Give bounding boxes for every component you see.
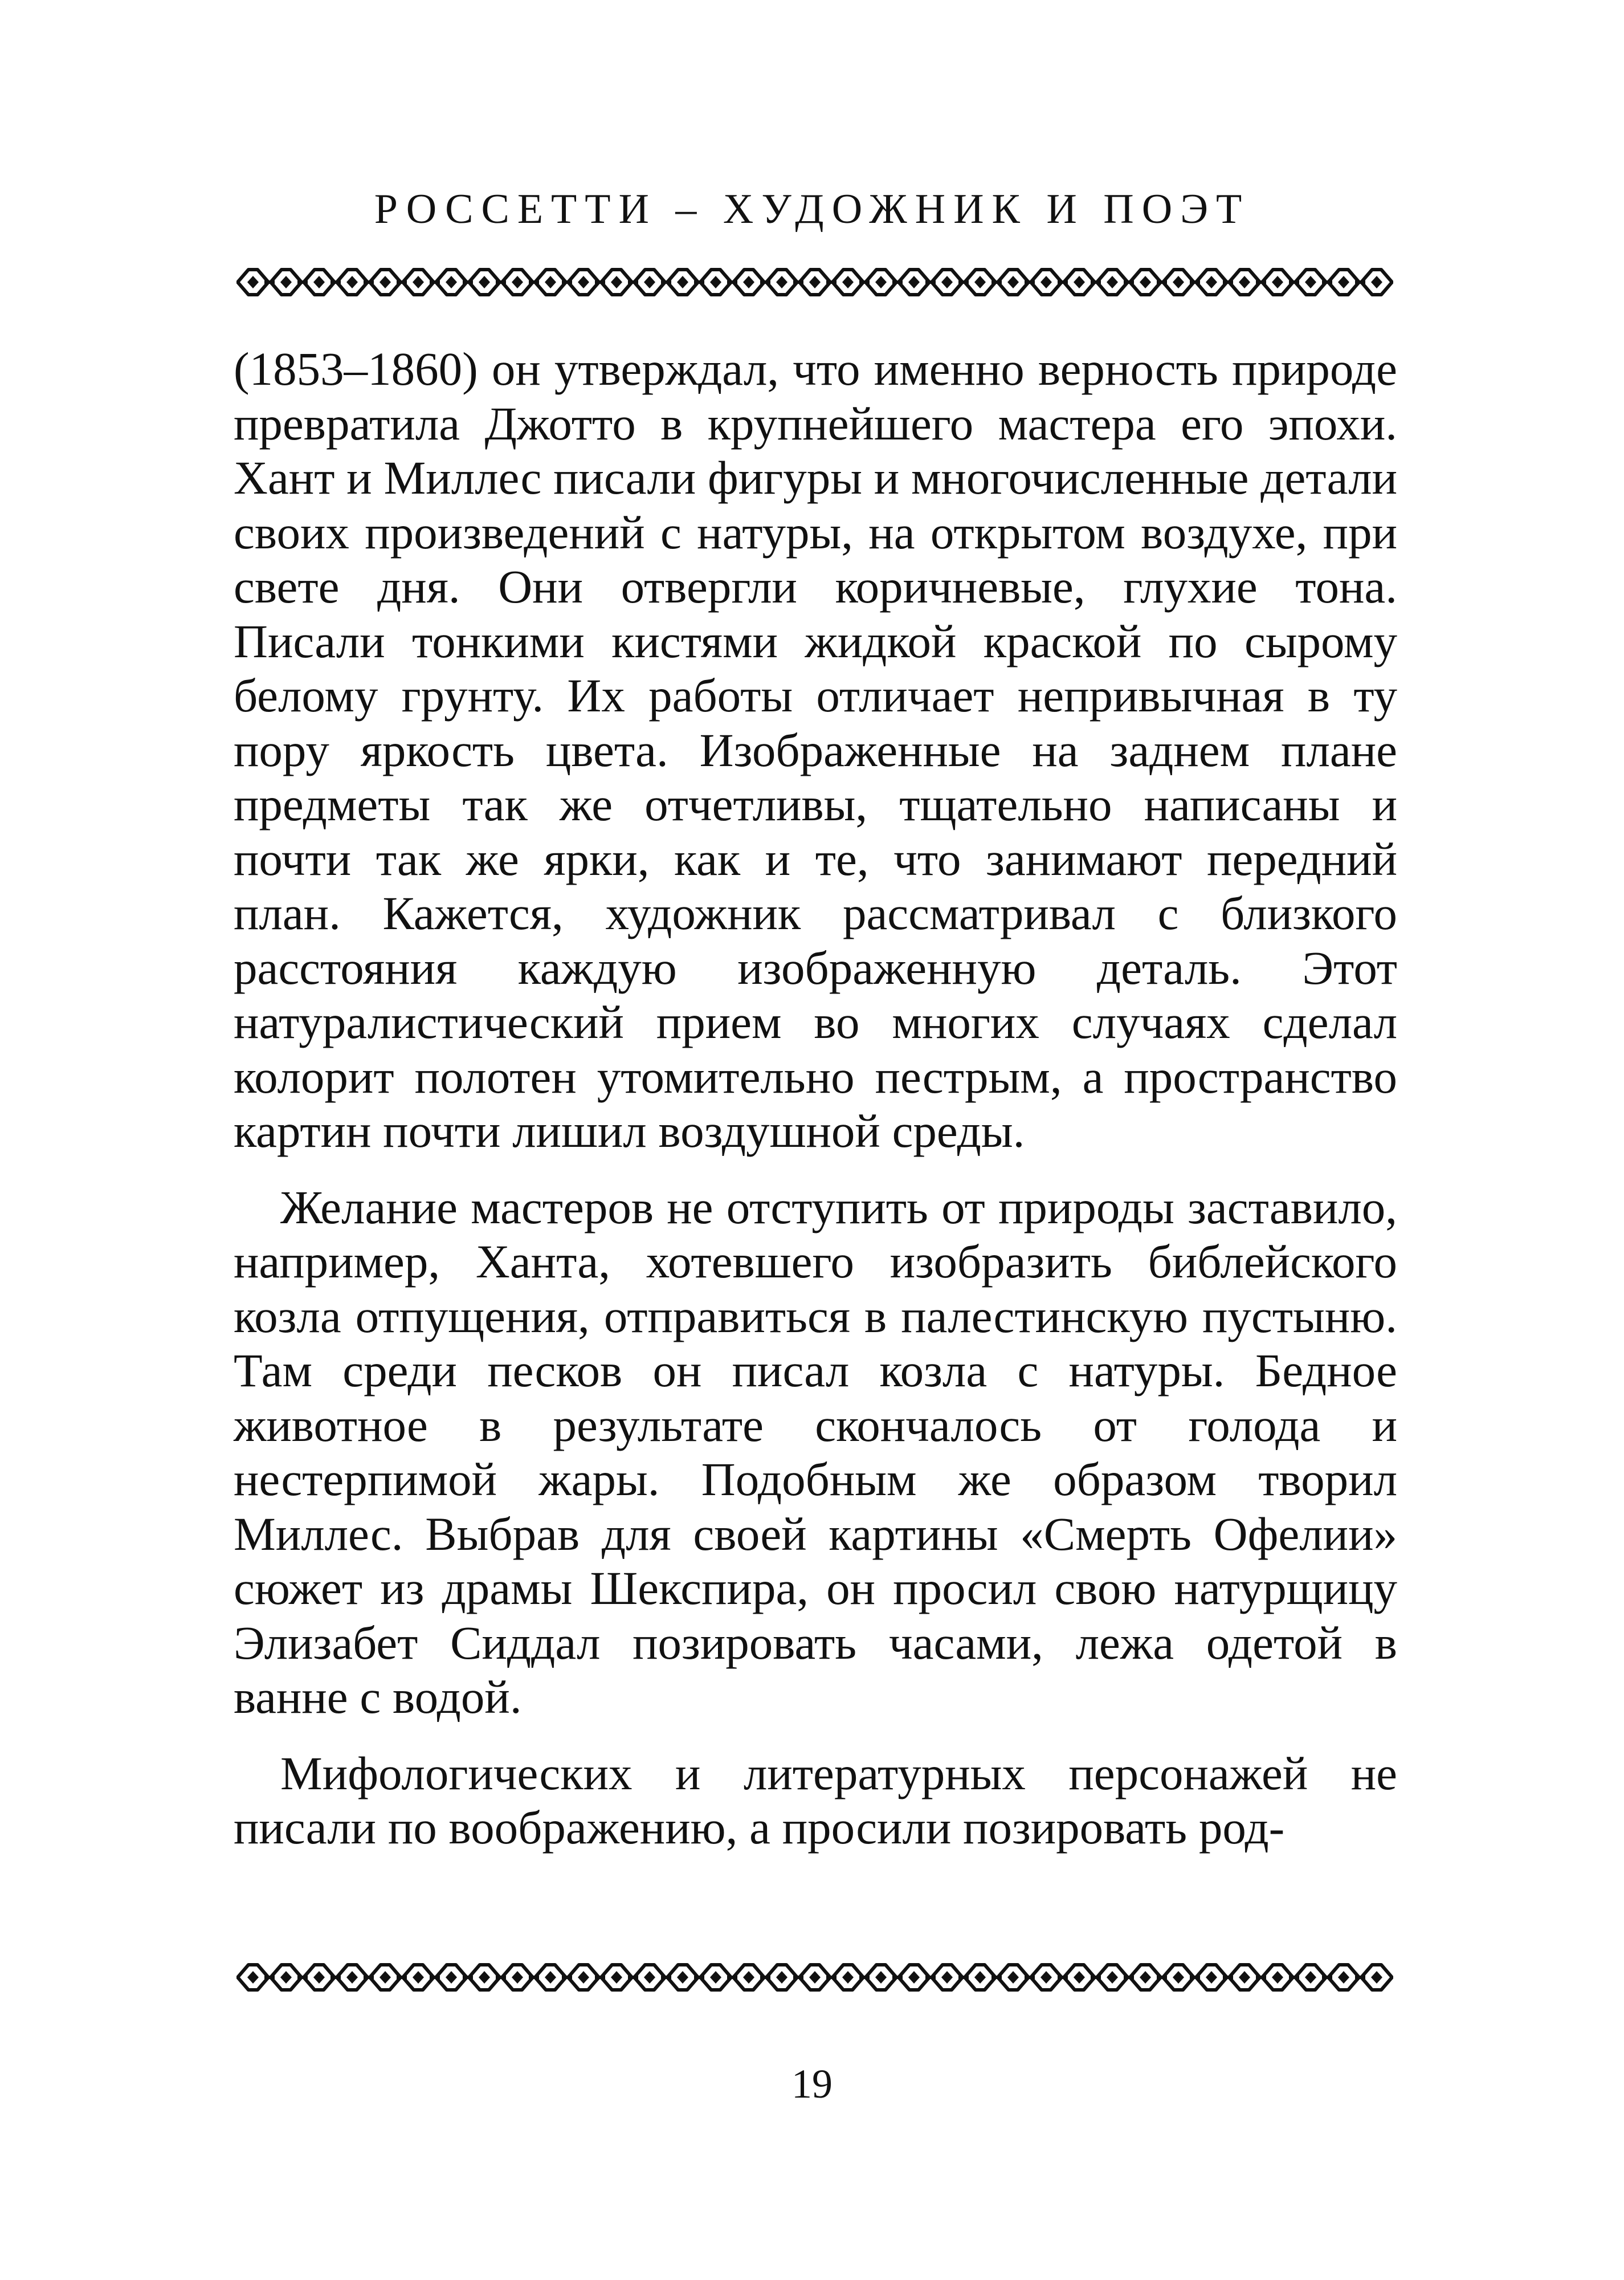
paragraph-2: Желание мастеров не отступить от природы заставило, например, Ханта, хотевшего изобразить библейского козла отпущения, отправиться в палестинскую пустыню. Там среди песков он писал козла с натуры. Бедное животное в результате скончалось от голода и нестерпимой жары. Подобным же образом творил Миллес. Выбрав для своей картины «Смерть Офелии» сюжет из драмы Шекспира, он просил свою натурщицу Элизабет Сиддал позировать часами, лежа одетой в ванне с водой. (234, 1180, 1397, 1723)
ornament-motif-icon (1361, 1965, 1392, 1990)
top-ornament-band-icon (236, 267, 1393, 298)
page-number: 19 (791, 2061, 833, 2107)
ornament-motif-icon (1361, 270, 1392, 295)
paragraph-3: Мифологических и литературных персонажей не писали по воображению, а просили позировать род- (234, 1746, 1397, 1854)
bottom-ornament-band-icon (236, 1962, 1393, 1993)
running-title: РОССЕТТИ – ХУДОЖНИК И ПОЭТ (374, 186, 1250, 233)
body-text (234, 342, 1397, 1877)
paragraph-1: (1853–1860) он утверждал, что именно верность природе превратила Джотто в крупнейшего мастера его эпохи. Хант и Миллес писали фигуры и многочисленные детали своих произведений с натуры, на открытом воздухе, при свете дня. Они отвергли коричневые, глухие тона. Писали тонкими кистями жидкой краской по сырому белому грунту. Их работы отличает непривычная в ту пору яркость цвета. Изображенные на заднем плане предметы так же отчетливы, тщательно написаны и почти так же ярки, как и те, что занимают передний план. Кажется, художник рассматривал с близкого расстояния каждую изображенную деталь. Этот натуралистический прием во многих случаях сделал колорит полотен утомительно пестрым, а пространство картин почти лишил воздушной среды. (234, 343, 1397, 1157)
